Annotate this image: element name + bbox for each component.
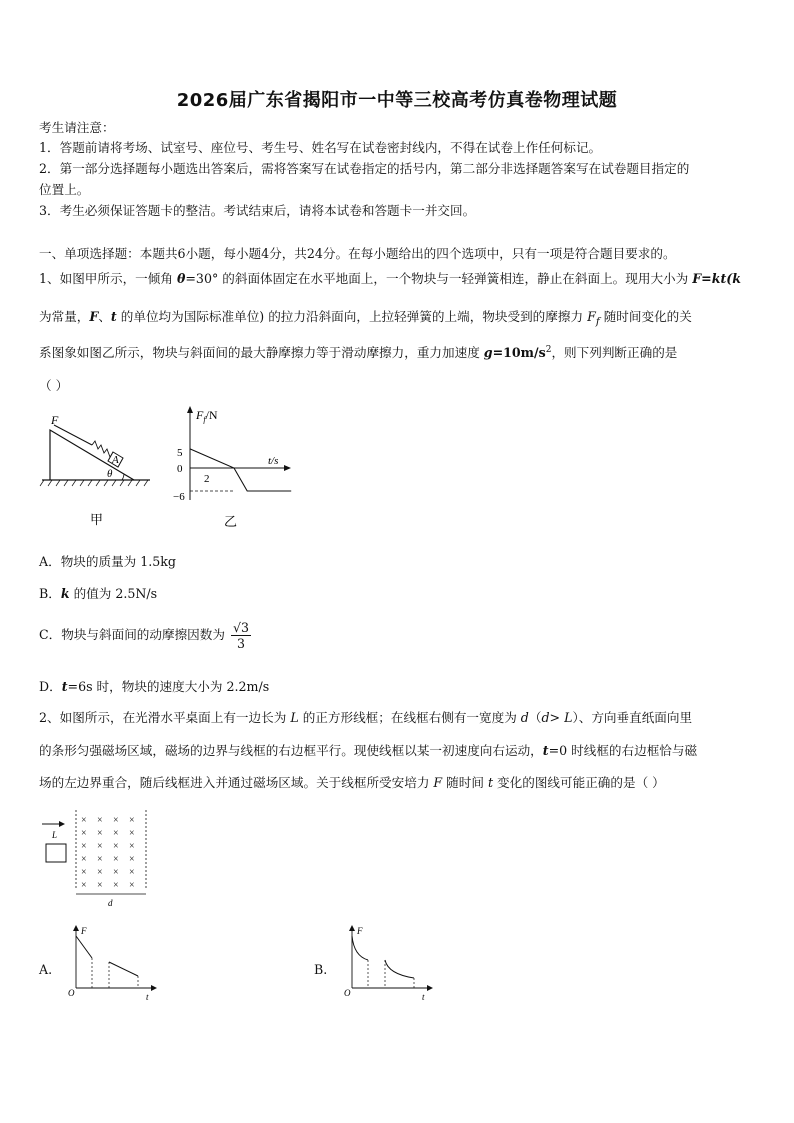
field-cross: ×	[97, 880, 103, 891]
field-cross: ×	[113, 867, 119, 878]
field-cross: ×	[81, 828, 87, 839]
field-cross: ×	[113, 880, 119, 891]
square-coil	[46, 844, 66, 862]
q2-line-3: 场的左边界重合，随后线框进入并通过磁场区域。关于线框所受安培力 F 随时间 t 变化的图线可能正确的是（ ）	[39, 775, 665, 790]
y-axis-label: $F_f/N$	[196, 408, 218, 424]
side-label: L	[52, 830, 58, 840]
q1-answer-paren: （ ）	[39, 378, 69, 393]
y-axis-arrow	[187, 406, 193, 413]
angle-label: θ	[107, 468, 113, 480]
field-cross: ×	[97, 828, 103, 839]
field-cross: ×	[81, 815, 87, 826]
force-label: F	[51, 413, 59, 427]
x-tick-2: 2	[204, 473, 210, 485]
q1-figure-incline	[38, 410, 158, 530]
graph-a-t-label: t	[146, 992, 149, 1002]
field-cross: ×	[129, 828, 135, 839]
notice-item-1: 1．答题前请将考场、试室号、座位号、考生号、姓名写在试卷密封线内，不得在试卷上作任何标记。	[39, 140, 602, 155]
graph-b-origin: O	[344, 988, 351, 998]
graph-a-origin: O	[68, 988, 75, 998]
notice-item-3: 3．考生必须保证答题卡的整洁。考试结束后，请将本试卷和答题卡一并交回。	[39, 203, 476, 218]
field-cross: ×	[129, 867, 135, 878]
field-cross: ×	[113, 854, 119, 865]
field-cross: ×	[81, 867, 87, 878]
field-cross: ×	[113, 828, 119, 839]
x-axis-label: t/s	[268, 455, 279, 467]
field-cross: ×	[129, 815, 135, 826]
field-cross: ×	[81, 880, 87, 891]
field-cross: ×	[97, 815, 103, 826]
block-label: A	[112, 454, 119, 466]
x-axis-arrow	[284, 465, 291, 471]
graph-a-f-label: F	[81, 926, 87, 936]
notice-heading: 考生请注意：	[39, 120, 115, 135]
y-tick-5: 5	[177, 447, 183, 459]
graph-b-t-label: t	[422, 992, 425, 1002]
field-cross: ×	[129, 880, 135, 891]
field-cross: ×	[129, 854, 135, 865]
notice-item-2-cont: 位置上。	[39, 182, 90, 197]
notice-item-2: 2．第一部分选择题每小题选出答案后，需将答案写在试卷指定的括号内，第二部分非选择题答案写在试卷题目指定的	[39, 161, 690, 176]
y-tick-0: 0	[177, 463, 183, 475]
field-cross: ×	[81, 854, 87, 865]
q2-line-2: 的条形匀强磁场区域，磁场的边界与线框的右边框平行。现使线框以某一初速度向右运动，t=0 时线框的右边框恰与磁	[39, 743, 698, 758]
field-cross: ×	[97, 867, 103, 878]
graph-b-f-label: F	[357, 926, 363, 936]
field-cross: ×	[81, 841, 87, 852]
q2-graph-b	[338, 922, 438, 1004]
field-cross: ×	[97, 841, 103, 852]
field-cross: ×	[113, 815, 119, 826]
field-cross: ×	[129, 841, 135, 852]
q1-line-2: 为常量，F、t 的单位均为国际标准单位) 的拉力沿斜面向，上拉轻弹簧的上端，物块受到的摩擦力 $F_f$ 随时间变化的关	[39, 309, 692, 328]
q2-graph-a	[62, 922, 162, 1004]
q1-option-b[interactable]: B．k 的值为 2.5N/s	[39, 586, 158, 601]
figure-caption-jia: 甲	[90, 512, 104, 527]
field-crosses	[81, 815, 135, 891]
page-title: 2026届广东省揭阳市一中等三校高考仿真卷物理试题	[176, 90, 618, 111]
q1-figure-graph	[168, 404, 298, 530]
q1-option-a[interactable]: A．物块的质量为 1.5kg	[39, 554, 176, 569]
q2-figure-field	[40, 810, 160, 910]
q2-option-a[interactable]: A.	[39, 962, 53, 977]
field-cross: ×	[97, 854, 103, 865]
q1-option-c[interactable]: C．物块与斜面间的动摩擦因数为 $\frac{√3}{3}$	[39, 620, 250, 651]
q1-line-1: 1、如图甲所示，一倾角 θ=30° 的斜面体固定在水平地面上，一个物块与一轻弹簧相连，静止在斜面上。现用大小为 F=kt(k	[39, 271, 741, 286]
q1-line-3: 系图象如图乙所示，物块与斜面间的最大静摩擦力等于滑动摩擦力，重力加速度 $g=10m/s^2$，则下列判断正确的是	[39, 344, 678, 360]
velocity-arrow	[59, 821, 65, 827]
section-heading: 一、单项选择题：本题共6小题，每小题4分，共24分。在每小题给出的四个选项中，只有一项是符合题目要求的。	[39, 246, 676, 261]
fraction-root3-over-3: $\frac{√3}{3}$	[232, 620, 250, 651]
width-label: d	[108, 898, 113, 908]
field-cross: ×	[113, 841, 119, 852]
q2-option-b[interactable]: B.	[314, 962, 328, 977]
y-tick-neg6: −6	[173, 491, 185, 503]
q1-option-d[interactable]: D．t=6s 时，物块的速度大小为 2.2m/s	[39, 679, 270, 694]
q2-line-1: 2、如图所示，在光滑水平桌面上有一边长为 L 的正方形线框；在线框右侧有一宽度为 d（d> L）、方向垂直纸面向里	[39, 710, 693, 725]
figure-caption-yi: 乙	[224, 514, 238, 529]
